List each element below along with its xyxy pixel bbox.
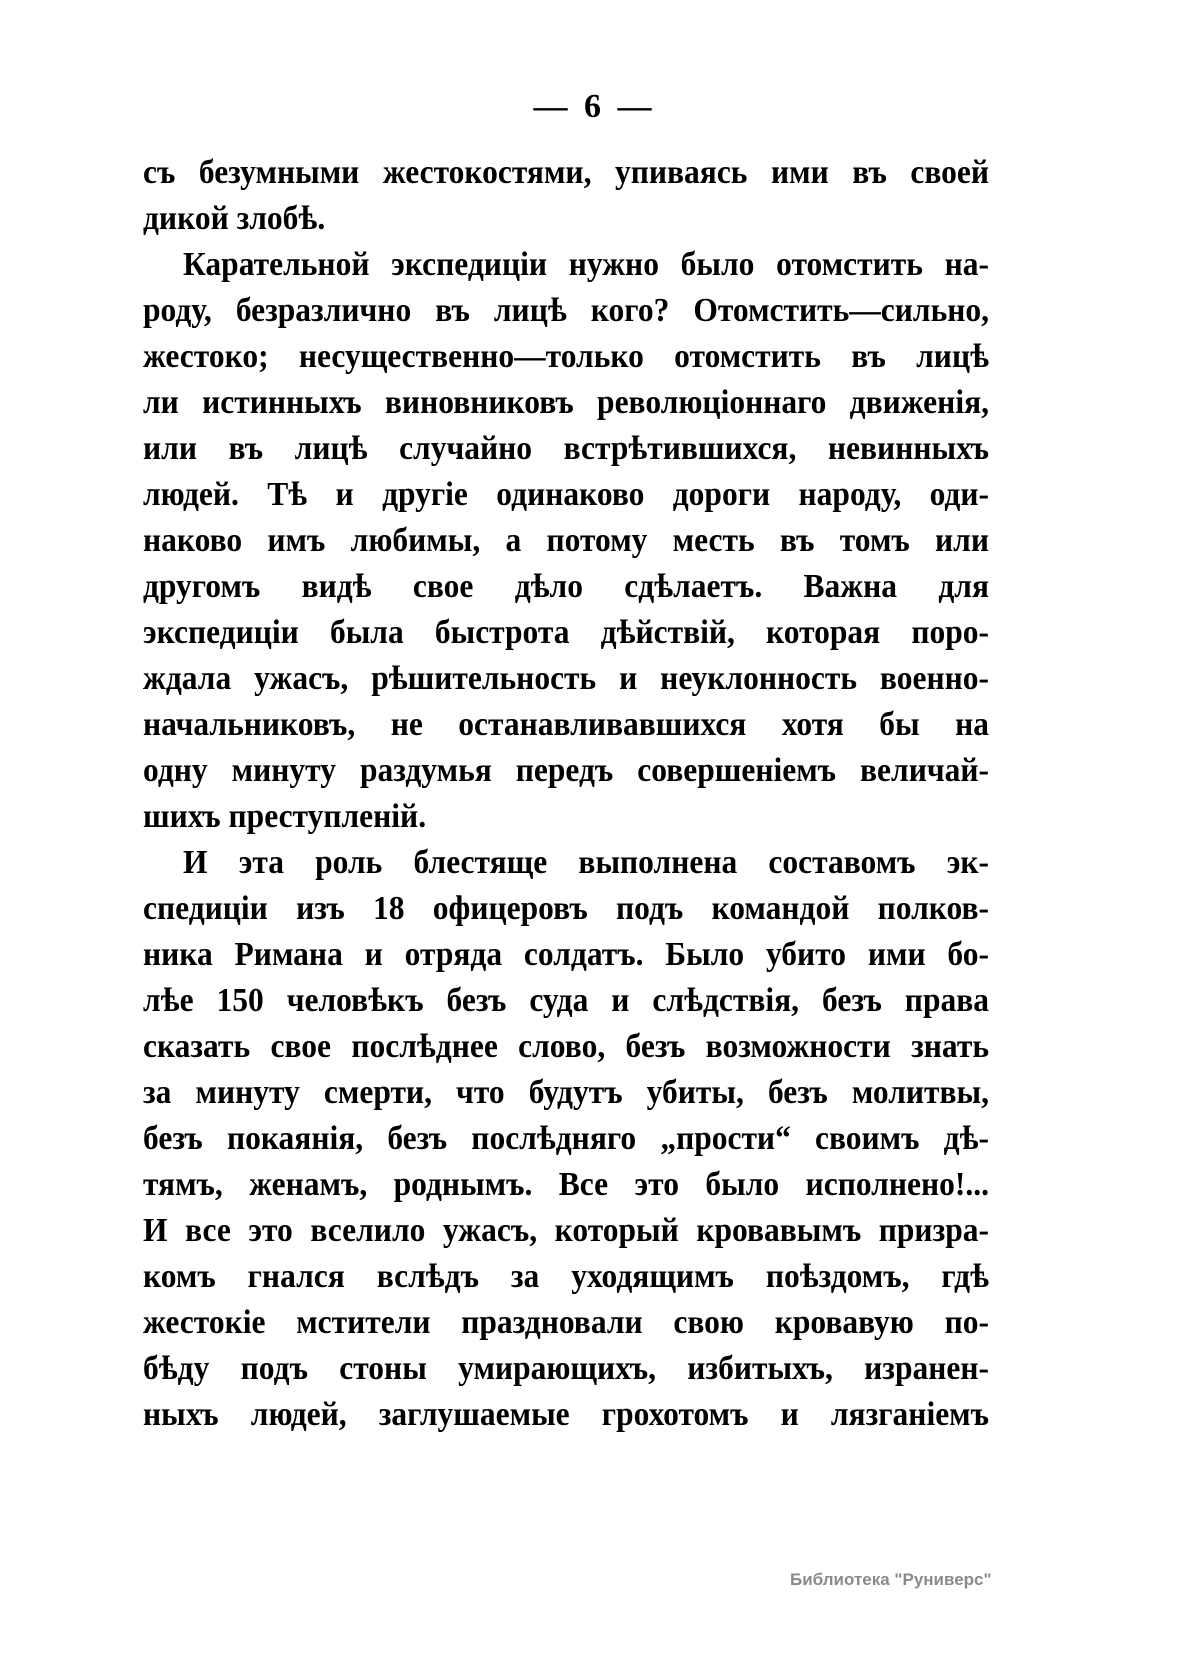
text-line: И эта роль блестяще выполнена составомъ эк- [183,842,989,881]
text-line: лѣе 150 человѣкъ безъ суда и слѣдствія, безъ права [143,980,989,1019]
text-line: начальниковъ, не останавливавшихся хотя бы на [143,704,989,743]
text-line: комъ гнался вслѣдъ за уходящимъ поѣздомъ, гдѣ [143,1256,989,1295]
text-line: безъ покаянія, безъ послѣдняго „прости“ своимъ дѣ- [143,1118,989,1157]
text-line: тямъ, женамъ, роднымъ. Все это было исполнено!... [143,1164,989,1203]
text-line: за минуту смерти, что будутъ убиты, безъ молитвы, [143,1072,989,1111]
text-line: ныхъ людей, заглушаемые грохотомъ и лязганіемъ [143,1394,989,1433]
text-line: жестокіе мстители праздновали свою кровавую по- [143,1302,989,1341]
text-line: дикой злобѣ. [143,198,326,237]
text-line: одну минуту раздумья передъ совершеніемъ величай- [143,750,989,789]
text-line: ждала ужасъ, рѣшительность и неуклонность военно- [143,658,989,697]
text-line: ли истинныхъ виновниковъ революціоннаго движенія, [143,382,989,421]
library-watermark: Библиотека "Руниверс" [790,1570,992,1589]
text-line: ника Римана и отряда солдатъ. Было убито ими бо- [143,934,989,973]
text-line: экспедиціи была быстрота дѣйствій, которая поро- [143,612,989,651]
page-number: — 6 — [533,88,656,125]
text-line: бѣду подъ стоны умирающихъ, избитыхъ, изранен- [143,1348,989,1387]
text-line: сказать свое послѣднее слово, безъ возможности знать [143,1026,989,1065]
text-line: спедиціи изъ 18 офицеровъ подъ командой полков- [143,888,989,927]
text-line: людей. Тѣ и другіе одинаково дороги народу, оди- [143,474,989,513]
text-line: другомъ видѣ свое дѣло сдѣлаетъ. Важна для [143,566,989,605]
text-line: наково имъ любимы, а потому месть въ томъ или [143,520,989,559]
text-line: шихъ преступленій. [143,796,427,835]
text-line: Карательной экспедиціи нужно было отомстить на- [183,244,989,283]
text-line: съ безумными жестокостями, упиваясь ими въ своей [143,152,989,191]
text-line: роду, безразлично въ лицѣ кого? Отомстить—сильно, [143,290,989,329]
text-line: жестоко; несущественно—только отомстить въ лицѣ [143,336,989,375]
text-line: И все это вселило ужасъ, который кровавымъ призра- [143,1210,989,1249]
text-line: или въ лицѣ случайно встрѣтившихся, невинныхъ [143,428,989,467]
